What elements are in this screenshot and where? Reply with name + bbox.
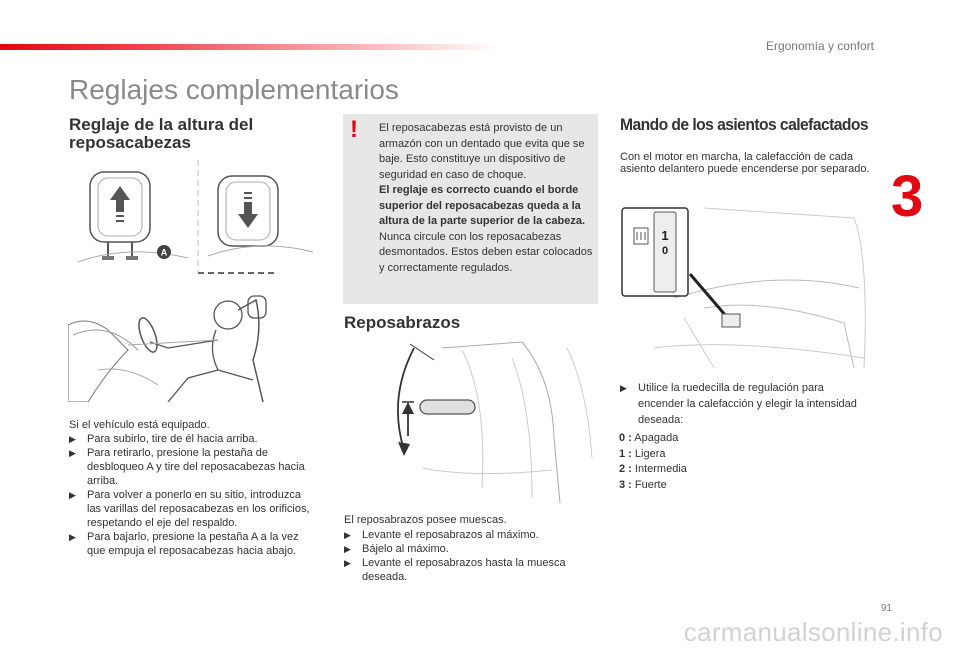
list-item: ▶ Utilice la ruedecilla de regulación para encender la calefacción y elegir la intensidad deseada: <box>620 382 857 426</box>
headrest-heading: Reglaje de la altura del reposacabezas <box>69 115 254 152</box>
headrest-adjust-illustration <box>68 160 318 275</box>
heated-seats-instruction <box>620 380 870 428</box>
bullet-icon: ▶ <box>344 544 351 554</box>
list-item: ▶ Levante el reposabrazos al máximo. <box>344 529 539 541</box>
heating-levels <box>619 431 687 493</box>
watermark: carmanualsonline.info <box>683 617 943 647</box>
bullet-icon: ▶ <box>620 383 627 393</box>
list-item: ▶ Levante el reposabrazos hasta la muesca deseada. <box>344 557 566 583</box>
list-item: ▶ Bájelo al máximo. <box>344 543 449 555</box>
page-title: Reglajes complementarios <box>69 74 399 105</box>
bullet-icon: ▶ <box>69 490 76 500</box>
list-item: ▶ Para bajarlo, presione la pestaña A a la vez que empuja el reposacabezas hacia abajo. <box>69 531 299 557</box>
page-number: 91 <box>880 603 892 614</box>
svg-text:A: A <box>160 247 168 258</box>
list-item: ▶ Para volver a ponerlo en su sitio, introduzca las varillas del reposacabezas en los orificios, respetando el eje del respaldo. <box>69 489 310 529</box>
list-item: ▶ Para retirarlo, presione la pestaña de desbloqueo A y tire del reposacabezas hacia arriba. <box>69 447 305 487</box>
heated-seats-heading: Mando de los asientos calefactados <box>620 115 869 134</box>
bullet-icon: ▶ <box>69 448 76 458</box>
heated-seats-intro: Con el motor en marcha, la calefacción de cada asiento delantero puede encenderse por separado. <box>620 151 870 175</box>
svg-text:1: 1 <box>661 228 669 243</box>
bullet-icon: ▶ <box>344 558 351 568</box>
warning-icon: ! <box>350 116 358 143</box>
armrest-heading: Reposabrazos <box>344 313 461 332</box>
heated-seat-control-illustration <box>614 198 876 370</box>
header-accent-bar <box>0 44 500 50</box>
level-item: 0 : Apagada <box>619 432 679 444</box>
warning-box <box>343 114 598 304</box>
level-item: 3 : Fuerte <box>619 478 667 491</box>
armrest-illustration <box>382 338 597 508</box>
armrest-intro: El reposabrazos posee muescas. <box>344 514 507 526</box>
level-item: 1 : Ligera <box>619 447 666 460</box>
bullet-icon: ▶ <box>69 434 76 444</box>
list-item: ▶ Para subirlo, tire de él hacia arriba. <box>69 433 258 445</box>
bullet-icon: ▶ <box>69 532 76 542</box>
armrest-instructions <box>344 528 598 584</box>
headrest-instructions <box>69 432 316 558</box>
headrest-intro: Si el vehículo está equipado. <box>69 419 210 431</box>
bullet-icon: ▶ <box>344 530 351 540</box>
svg-text:0: 0 <box>661 245 669 257</box>
level-item: 2 : Intermedia <box>619 463 687 475</box>
chapter-number: 3 <box>891 164 924 229</box>
warning-text: El reposacabezas está provisto de un armazón con un dentado que evita que se baje. Esto constituye un dispositivo de seguridad en caso de choque. El reglaje es correcto cuando el borde superior del reposacabezas queda a la altura de la parte superior de la cabeza. Nunca circule con los reposacabezas desmontados. Estos deben estar colocados y correctamente regulados. <box>379 122 593 274</box>
section-label: Ergonomía y confort <box>765 39 874 53</box>
driver-position-illustration <box>68 290 313 402</box>
